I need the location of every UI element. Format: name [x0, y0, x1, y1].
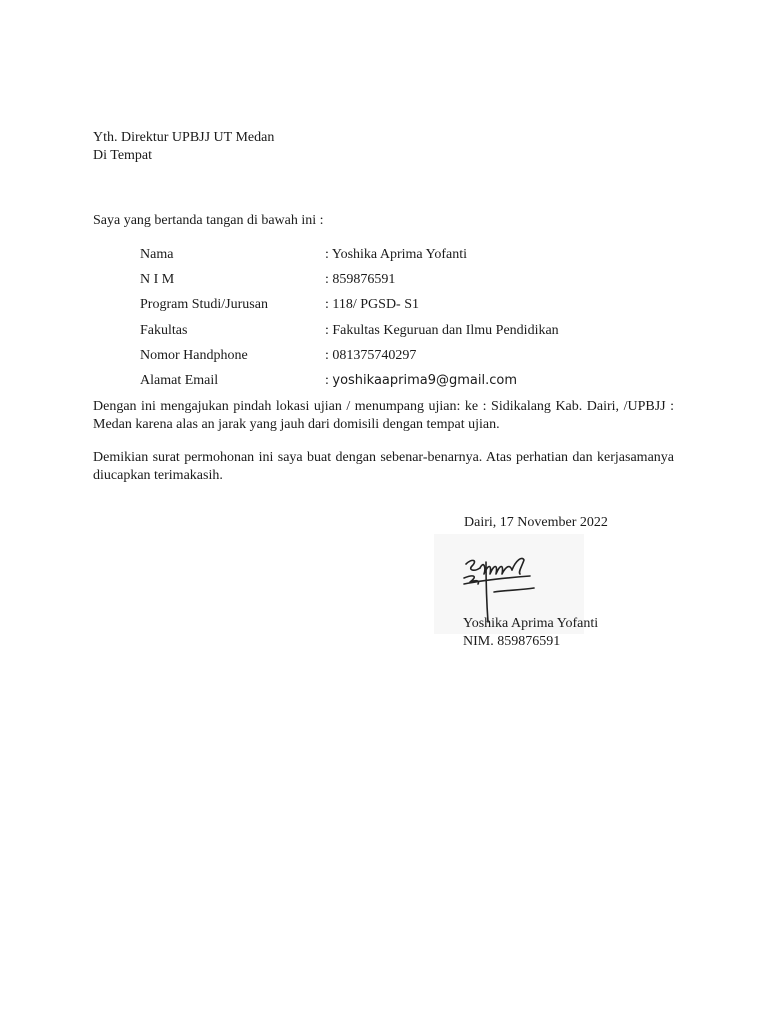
- field-value-prefix: :: [325, 372, 333, 388]
- field-row-nim: [140, 271, 559, 296]
- signatory-name: Yoshika Aprima Yofanti: [463, 616, 599, 631]
- field-value: : 859876591: [325, 272, 396, 288]
- signature-block: [463, 514, 714, 649]
- field-label: Alamat Email: [140, 372, 219, 388]
- request-paragraph: Dengan ini mengajukan pindah lokasi ujian / menumpang ujian: ke : Sidikalang Kab. Dairi, /UPBJJ : Medan karena alas an jarak yang jauh dari domisili dengan tempat ujian.: [93, 399, 674, 432]
- signatory-nim: NIM. 859876591: [463, 634, 561, 649]
- field-value: : 081375740297: [325, 347, 417, 363]
- field-row-handphone: [140, 347, 559, 372]
- field-row-fakultas: [140, 322, 559, 347]
- field-value: : Yoshika Aprima Yofanti: [325, 247, 467, 262]
- email-address: yoshikaaprima9@gmail.com: [332, 372, 518, 388]
- addressee-line-1: Yth. Direktur UPBJJ UT Medan: [93, 130, 275, 145]
- field-label: Program Studi/Jurusan: [140, 297, 268, 313]
- intro-text: Saya yang bertanda tangan di bawah ini :: [93, 213, 324, 228]
- signature-date: Dairi, 17 November 2022: [464, 515, 608, 530]
- field-label: Nomor Handphone: [140, 347, 248, 363]
- field-row-nama: [140, 246, 559, 271]
- addressee-block: [93, 129, 274, 165]
- field-value: : Fakultas Keguruan dan Ilmu Pendidikan: [325, 322, 559, 338]
- field-value-email: [325, 372, 517, 397]
- closing-paragraph: Demikian surat permohonan ini saya buat dengan sebenar-benarnya. Atas perhatian dan kerjasamanya diucapkan terimakasih.: [93, 450, 674, 483]
- field-value: : 118/ PGSD- S1: [325, 297, 420, 313]
- field-label: N I M: [140, 272, 175, 288]
- identity-fields: [140, 246, 559, 397]
- field-row-program-studi: [140, 296, 559, 321]
- field-row-email: [140, 372, 559, 397]
- field-label: Nama: [140, 247, 174, 262]
- field-label: Fakultas: [140, 322, 188, 338]
- addressee-line-2: Di Tempat: [93, 148, 153, 163]
